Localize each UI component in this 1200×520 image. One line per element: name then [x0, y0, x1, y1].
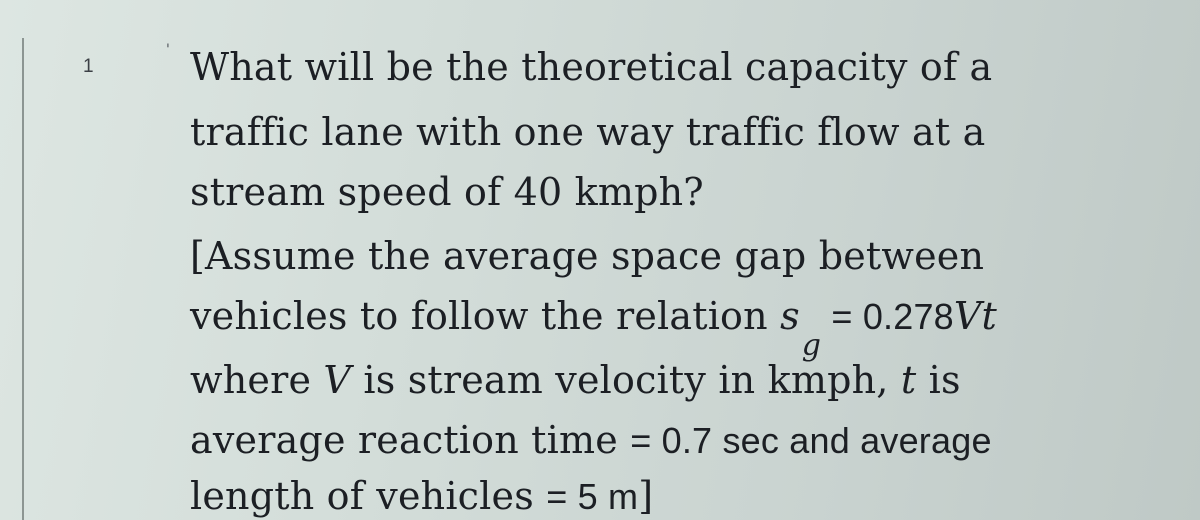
question-line-2: traffic lane with one way traffic flow at a: [190, 110, 986, 154]
assumption-line-1: [Assume the average space gap between: [190, 234, 985, 278]
assumption-text: vehicles to follow the relation: [190, 294, 781, 338]
assumption-line-3: [190, 358, 961, 402]
velocity-variable: V: [323, 358, 352, 402]
vehicle-length-value: = 5 m: [546, 476, 639, 517]
assumption-line-5: [190, 474, 653, 519]
closing-bracket: ]: [638, 474, 654, 518]
where-text: where: [190, 358, 324, 402]
is-text: is: [916, 358, 961, 402]
space-gap-variable: s: [780, 294, 800, 338]
page-margin-line: [22, 38, 24, 520]
reaction-time-value: = 0.7 sec and average: [630, 420, 992, 461]
question-line-1: What will be the theoretical capacity of a: [190, 45, 993, 89]
question-number: 1: [83, 56, 94, 77]
assumption-line-4: [190, 418, 992, 463]
space-gap-subscript: g: [801, 328, 822, 363]
time-variable: t: [900, 358, 917, 402]
assumption-line-2: [190, 294, 998, 363]
velocity-description: is stream velocity in kmph,: [351, 358, 901, 402]
tick-mark: ': [166, 42, 170, 58]
vehicle-length-label: length of vehicles: [190, 474, 547, 518]
space-gap-equation: = 0.278: [821, 296, 954, 337]
reaction-time-label: average reaction time: [190, 418, 631, 462]
space-gap-formula: Vt: [953, 294, 998, 338]
question-line-3: stream speed of 40 kmph?: [190, 170, 704, 214]
